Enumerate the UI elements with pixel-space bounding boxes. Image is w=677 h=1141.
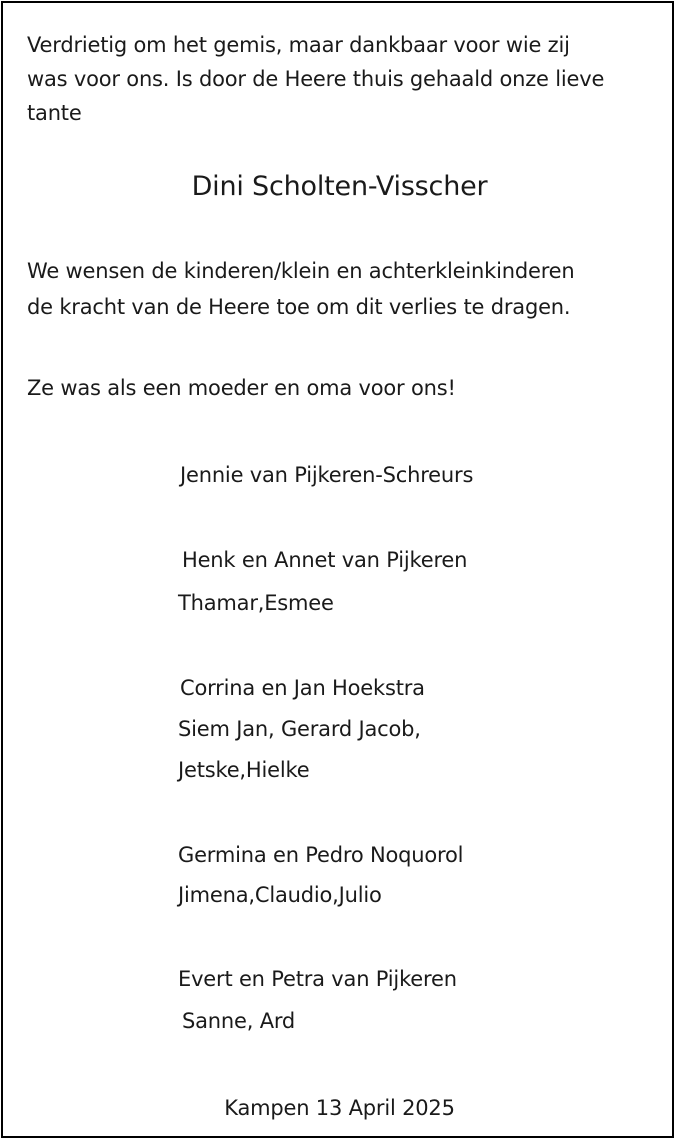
place-and-date: Kampen 13 April 2025 <box>224 1096 455 1120</box>
signatory-4-children: Jimena,Claudio,Julio <box>178 883 382 907</box>
wishes-line-1: We wensen de kinderen/klein en achterkleinkinderen <box>27 259 575 283</box>
wishes-line-2: de kracht van de Heere toe om dit verlies te dragen. <box>27 295 571 319</box>
intro-line-1: Verdrietig om het gemis, maar dankbaar voor wie zij <box>27 33 570 57</box>
intro-line-2: was voor ons. Is door de Heere thuis gehaald onze lieve <box>27 67 605 91</box>
signatory-2-names: Henk en Annet van Pijkeren <box>182 548 468 572</box>
intro-line-3: tante <box>27 101 82 125</box>
signatory-3-names: Corrina en Jan Hoekstra <box>180 676 425 700</box>
signatory-3-children-1: Siem Jan, Gerard Jacob, <box>178 717 421 741</box>
deceased-name: Dini Scholten-Visscher <box>191 171 488 202</box>
signatory-5-children: Sanne, Ard <box>182 1009 296 1033</box>
signatory-1-names: Jennie van Pijkeren-Schreurs <box>180 463 474 487</box>
signatory-5-names: Evert en Petra van Pijkeren <box>178 967 457 991</box>
signatory-2-children: Thamar,Esmee <box>178 591 334 615</box>
signatory-3-children-2: Jetske,Hielke <box>178 758 310 782</box>
death-notice-card <box>1 1 674 1138</box>
signatory-4-names: Germina en Pedro Noquorol <box>178 843 464 867</box>
closing-line: Ze was als een moeder en oma voor ons! <box>27 376 456 400</box>
